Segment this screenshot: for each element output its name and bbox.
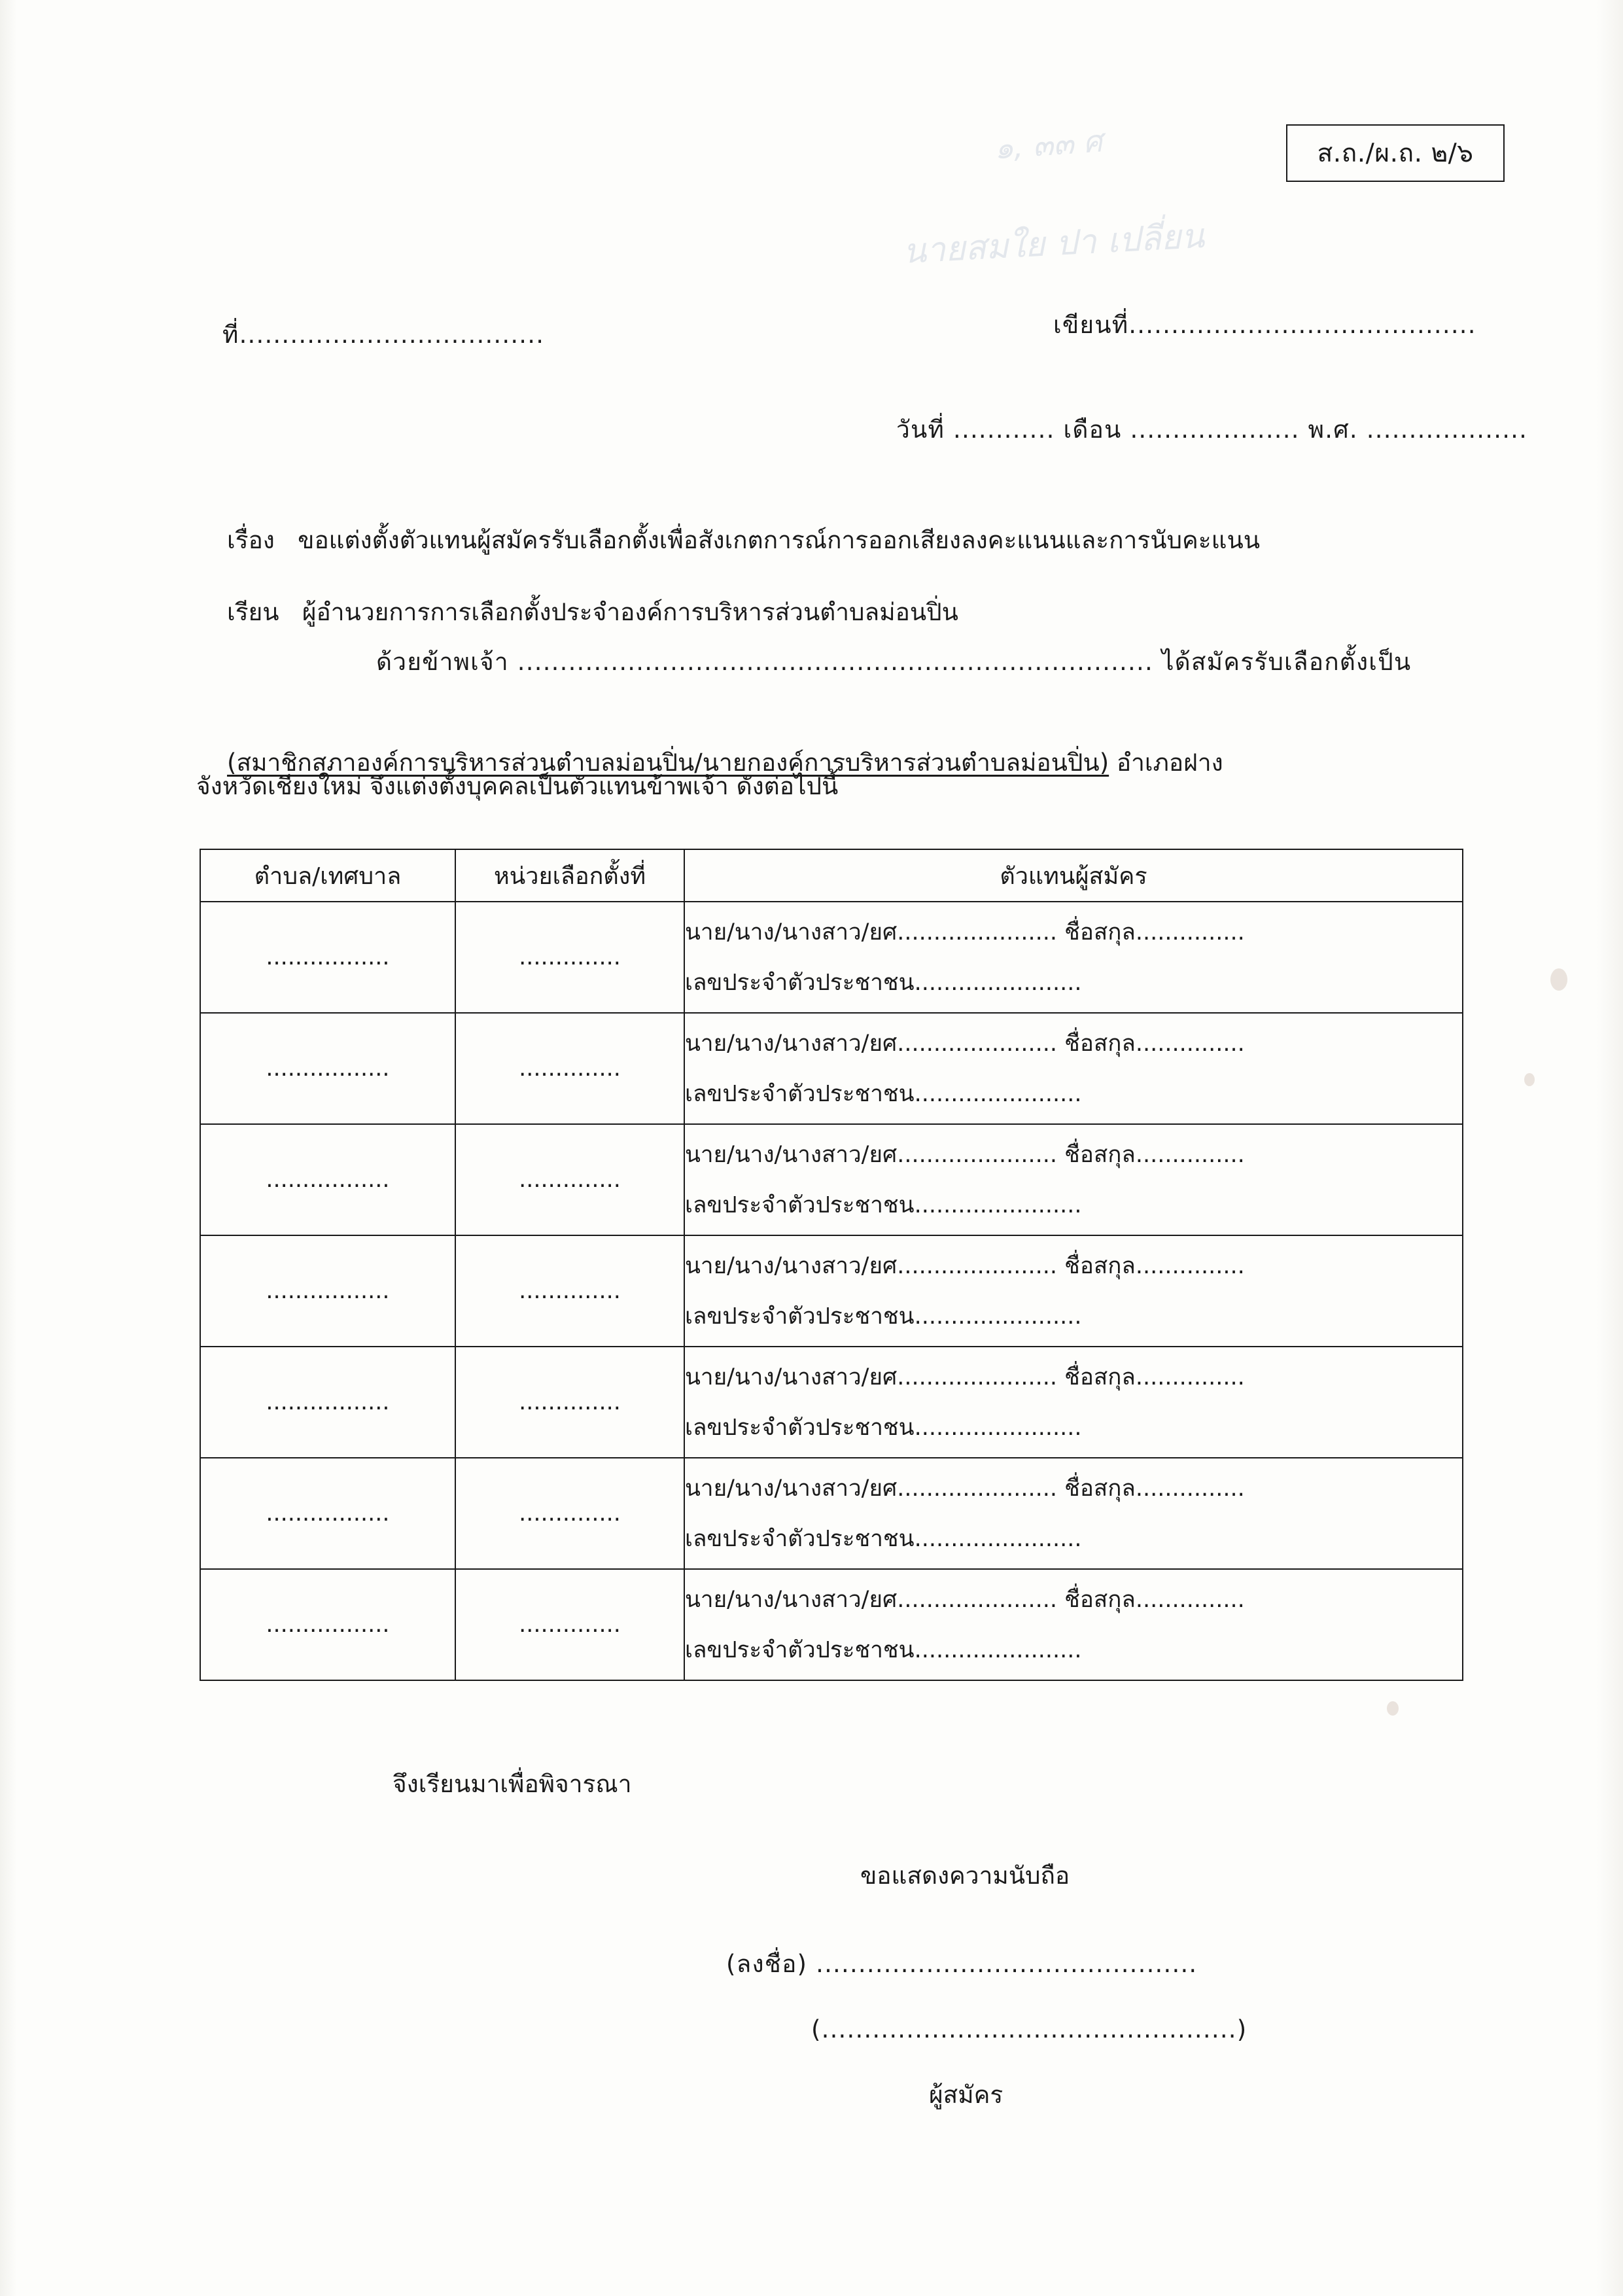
written-at-field[interactable]: เขียนที่......................................... xyxy=(1053,311,1476,339)
cell-polling-unit[interactable]: .............. xyxy=(455,1569,684,1680)
header-representative: ตัวแทนผู้สมัคร xyxy=(684,849,1463,902)
rep-id-line[interactable]: เลขประจำตัวประชาชน....................... xyxy=(685,970,1082,996)
subject-text: ขอแต่งตั้งตัวแทนผู้สมัครรับเลือกตั้งเพื่อสังเกตการณ์การออกเสียงลงคะแนนและการนับคะแนน xyxy=(298,525,1261,554)
rep-id-line[interactable]: เลขประจำตัวประชาชน....................... xyxy=(685,1637,1082,1663)
cell-subdistrict[interactable]: ................. xyxy=(200,902,455,1013)
scan-edge-left xyxy=(0,0,17,2296)
cell-representative[interactable] xyxy=(684,1124,1463,1235)
addressee-text: ผู้อำนวยการการเลือกตั้งประจำองค์การบริหารส่วนตำบลม่อนปิ่น xyxy=(302,597,958,626)
table-header-row xyxy=(200,849,1463,902)
rep-id-line[interactable]: เลขประจำตัวประชาชน....................... xyxy=(685,1192,1082,1218)
rep-id-line[interactable]: เลขประจำตัวประชาชน....................... xyxy=(685,1081,1082,1107)
date-field[interactable]: วันที่ ............ เดือน .................... พ.ศ. ................... xyxy=(896,415,1528,444)
cell-polling-unit[interactable]: .............. xyxy=(455,1124,684,1235)
rep-id-line[interactable]: เลขประจำตัวประชาชน....................... xyxy=(685,1526,1082,1552)
body-line-3: จังหวัดเชียงใหม่ จึงแต่งตั้งบุคคลเป็นตัวแทนข้าพเจ้า ดังต่อไปนี้ xyxy=(196,772,839,800)
scan-smudge xyxy=(1550,968,1567,991)
cell-subdistrict[interactable]: ................. xyxy=(200,1569,455,1680)
table-row xyxy=(200,1569,1463,1680)
cell-representative[interactable] xyxy=(684,1458,1463,1569)
rep-name-line[interactable]: นาย/นาง/นางสาว/ยศ...................... ชื่อสกุล............... xyxy=(685,919,1245,945)
cell-subdistrict[interactable]: ................. xyxy=(200,1124,455,1235)
cell-subdistrict[interactable]: ................. xyxy=(200,1013,455,1124)
ghost-handwriting-1: ๑, ๓๓ ศ xyxy=(993,123,1104,166)
rep-name-line[interactable]: นาย/นาง/นางสาว/ยศ...................... ชื่อสกุล............... xyxy=(685,1142,1245,1168)
cell-representative[interactable] xyxy=(684,1013,1463,1124)
table-row xyxy=(200,1124,1463,1235)
table-row xyxy=(200,1235,1463,1347)
rep-name-line[interactable]: นาย/นาง/นางสาว/ยศ...................... ชื่อสกุล............... xyxy=(685,1364,1245,1390)
closing-text: จึงเรียนมาเพื่อพิจารณา xyxy=(393,1770,632,1798)
regards-text: ขอแสดงความนับถือ xyxy=(860,1862,1070,1890)
cell-representative[interactable] xyxy=(684,1235,1463,1347)
cell-representative[interactable] xyxy=(684,1347,1463,1458)
rep-name-line[interactable]: นาย/นาง/นางสาว/ยศ...................... ชื่อสกุล............... xyxy=(685,1031,1245,1057)
cell-representative[interactable] xyxy=(684,902,1463,1013)
cell-subdistrict[interactable]: ................. xyxy=(200,1235,455,1347)
scan-smudge xyxy=(1524,1073,1535,1086)
cell-polling-unit[interactable]: .............. xyxy=(455,902,684,1013)
scan-edge-right xyxy=(1597,0,1623,2296)
scan-smudge xyxy=(1387,1701,1399,1716)
form-code-box xyxy=(1286,124,1505,182)
rep-name-line[interactable]: นาย/นาง/นางสาว/ยศ...................... ชื่อสกุล............... xyxy=(685,1253,1245,1279)
cell-representative[interactable] xyxy=(684,1569,1463,1680)
body-line-1[interactable]: ด้วยข้าพเจ้า ........................................................................... ได้สมัครรับเลือกตั้งเป็น xyxy=(376,648,1412,676)
cell-subdistrict[interactable]: ................. xyxy=(200,1347,455,1458)
rep-id-line[interactable]: เลขประจำตัวประชาชน....................... xyxy=(685,1415,1082,1441)
district-text: อำเภอฝาง xyxy=(1109,748,1223,777)
table-row xyxy=(200,1013,1463,1124)
table-row xyxy=(200,902,1463,1013)
cell-polling-unit[interactable]: .............. xyxy=(455,1458,684,1569)
addressee-label: เรียน xyxy=(227,597,279,626)
header-polling-unit: หน่วยเลือกตั้งที่ xyxy=(455,849,684,902)
reference-number-field[interactable]: ที่.................................... xyxy=(222,321,545,349)
table-row xyxy=(200,1458,1463,1569)
candidate-position-text: (สมาชิกสภาองค์การบริหารส่วนตำบลม่อนปิ่น/นายกองค์การบริหารส่วนตำบลม่อนปิ่น) xyxy=(227,748,1109,777)
signer-role-label: ผู้สมัคร xyxy=(929,2081,1003,2109)
rep-id-line[interactable]: เลขประจำตัวประชาชน....................... xyxy=(685,1303,1082,1330)
rep-name-line[interactable]: นาย/นาง/นางสาว/ยศ...................... ชื่อสกุล............... xyxy=(685,1475,1245,1502)
cell-subdistrict[interactable]: ................. xyxy=(200,1458,455,1569)
cell-polling-unit[interactable]: .............. xyxy=(455,1347,684,1458)
cell-polling-unit[interactable]: .............. xyxy=(455,1013,684,1124)
table-row xyxy=(200,1347,1463,1458)
cell-polling-unit[interactable]: .............. xyxy=(455,1235,684,1347)
rep-name-line[interactable]: นาย/นาง/นางสาว/ยศ...................... ชื่อสกุล............... xyxy=(685,1587,1245,1613)
printed-name-field[interactable]: (.................................................) xyxy=(811,2015,1248,2043)
representatives-table xyxy=(200,849,1463,1681)
form-code-text: ส.ถ./ผ.ถ. ๒/๖ xyxy=(1317,139,1474,168)
subject-label: เรื่อง xyxy=(227,525,275,554)
header-subdistrict: ตำบล/เทศบาล xyxy=(200,849,455,902)
signature-field[interactable]: (ลงชื่อ) ............................................. xyxy=(726,1950,1198,1978)
ghost-handwriting-2: นายสมใย ปา เปลี่ยน xyxy=(901,216,1206,272)
